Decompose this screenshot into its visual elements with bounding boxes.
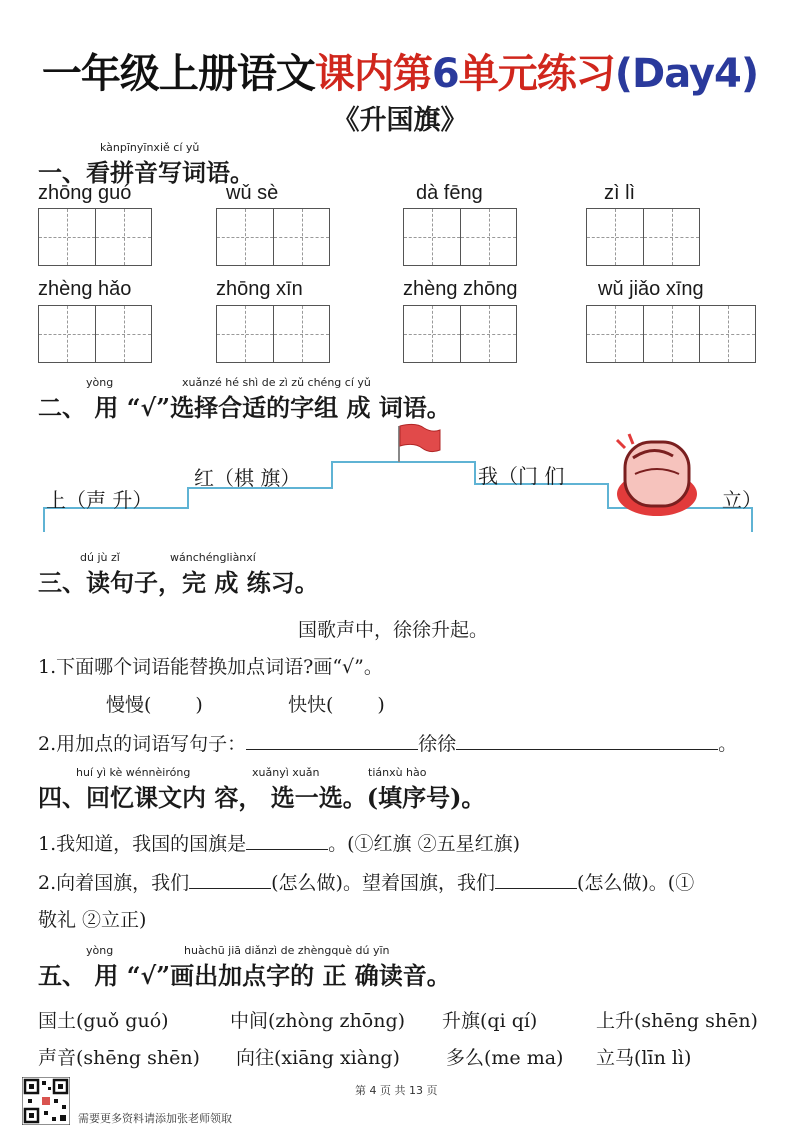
- question-3-1: 1.下面哪个词语能替换加点词语?画“√”。: [38, 656, 383, 678]
- clapping-hands-icon: [617, 434, 697, 516]
- title-part2: 课内第: [314, 51, 432, 97]
- section3-pinyin-a: dú jù zǐ: [80, 551, 120, 564]
- question-prefix: 2.用加点的词语写句子：: [38, 733, 247, 755]
- writing-grid[interactable]: [403, 305, 517, 363]
- pronunciation-item[interactable]: 向往(xiāng xiàng): [236, 1047, 400, 1069]
- section2-pinyin-b: xuǎnzé hé shì de zì zǔ chéng cí yǔ: [182, 376, 371, 389]
- word-pinyin: wǔ sè: [226, 182, 279, 204]
- pronunciation-item[interactable]: 国土(guǒ guó): [38, 1010, 169, 1032]
- pronunciation-item[interactable]: 升旗(qi qí): [442, 1010, 538, 1032]
- section1-heading: 一、看拼音写词语。: [38, 158, 254, 187]
- writing-grid[interactable]: [403, 208, 517, 266]
- section2-heading: [38, 388, 451, 423]
- title-part1: 一年级上册语文: [41, 51, 315, 97]
- option-manman[interactable]: [106, 690, 203, 717]
- section5-pinyin-a: yòng: [86, 944, 114, 957]
- question-prefix: 1.我知道，我国的国旗是: [38, 833, 247, 855]
- word-pinyin: zhōng guó: [38, 182, 132, 204]
- answer-blank[interactable]: [246, 731, 418, 750]
- section5-heading: [38, 956, 451, 991]
- word-pinyin: dà fēng: [416, 182, 483, 204]
- section4-pinyin-b: xuǎnyì xuǎn: [252, 766, 320, 779]
- section3-pinyin-b: wánchéngliànxí: [170, 551, 256, 564]
- question-4-2: [38, 868, 694, 895]
- pronunciation-item[interactable]: 中间(zhòng zhōng): [230, 1010, 406, 1032]
- staircase-diagram: [38, 420, 762, 540]
- word-pinyin: zhōng xīn: [216, 278, 303, 300]
- section2-pinyin-a: yòng: [86, 376, 114, 389]
- word-pinyin: zì lì: [604, 182, 636, 204]
- writing-grid[interactable]: [216, 305, 330, 363]
- section5-heading-b: “√”画出加点字的 正 确读音。: [126, 961, 451, 990]
- question-4-1: [38, 829, 520, 856]
- reading-sentence: 国歌声中，徐徐升起。: [298, 619, 489, 641]
- red-flag-icon: [399, 424, 440, 462]
- word-pinyin: zhèng hǎo: [38, 278, 132, 300]
- option-kuaikuai[interactable]: [288, 690, 385, 717]
- pronunciation-item[interactable]: 声音(shēng shēn): [38, 1047, 200, 1069]
- writing-grid[interactable]: [586, 305, 756, 363]
- stair-step2: 红（棋 旗）: [194, 466, 301, 490]
- section4-heading: 四、回忆课文内 容， 选一选。(填序号)。: [38, 783, 486, 812]
- section2-heading-b: “√”选择合适的字组 成 词语。: [126, 393, 451, 422]
- section4-pinyin-c: tiánxù hào: [368, 766, 427, 779]
- title-part4: (Day4): [614, 51, 759, 97]
- question-3-2: [38, 729, 737, 756]
- section3-heading: 三、读句子，完 成 练习。: [38, 568, 319, 597]
- option-close: ): [377, 694, 385, 716]
- answer-blank[interactable]: [246, 831, 328, 850]
- question-part: (怎么做)。望着国旗，我们: [271, 872, 495, 894]
- title-part3: 单元练习: [458, 51, 615, 97]
- question-part: 2.向着国旗，我们: [38, 872, 190, 894]
- stair-step3: 我（门 们: [478, 464, 565, 488]
- writing-grid[interactable]: [38, 305, 152, 363]
- section1-pinyin: kànpīnyīnxiě cí yǔ: [100, 141, 200, 154]
- option-close: ): [195, 694, 203, 716]
- question-keyword: 徐徐: [418, 733, 457, 755]
- lesson-title: 《升国旗》: [332, 105, 468, 136]
- pronunciation-item[interactable]: 多么(me ma): [446, 1047, 564, 1069]
- answer-blank[interactable]: [456, 731, 718, 750]
- section5-heading-a: 五、 用: [38, 961, 119, 990]
- answer-blank[interactable]: [495, 870, 577, 889]
- option-label: 慢慢(: [106, 694, 152, 716]
- stair-step1: 上（声 升）: [46, 488, 153, 512]
- question-part: (怎么做)。(①: [576, 872, 695, 894]
- question-end: 。: [718, 733, 738, 755]
- option-label: 快快(: [288, 694, 334, 716]
- qr-code-icon: [22, 1077, 70, 1125]
- stair-step4: 立）: [722, 488, 762, 512]
- footer-note: 需要更多资料请添加张老师领取: [78, 1112, 232, 1125]
- title-num: 6: [431, 51, 459, 97]
- answer-blank[interactable]: [189, 870, 271, 889]
- word-pinyin: zhèng zhōng: [403, 278, 518, 300]
- section4-pinyin-a: huí yì kè wénnèiróng: [76, 766, 191, 779]
- word-pinyin: wǔ jiǎo xīng: [598, 278, 704, 300]
- writing-grid[interactable]: [586, 208, 700, 266]
- page-title: [0, 42, 800, 99]
- section2-heading-a: 二、 用: [38, 393, 119, 422]
- pronunciation-item[interactable]: 上升(shēng shēn): [596, 1010, 758, 1032]
- question-4-2-options: 敬礼 ②立正): [38, 909, 147, 931]
- section5-pinyin-b: huàchū jiā diǎnzì de zhèngquè dú yīn: [184, 944, 390, 957]
- question-suffix: 。(①红旗 ②五星红旗): [328, 833, 521, 855]
- writing-grid[interactable]: [216, 208, 330, 266]
- writing-grid[interactable]: [38, 208, 152, 266]
- page-number: 第 4 页 共 13 页: [355, 1084, 438, 1097]
- pronunciation-item[interactable]: 立马(līn lì): [596, 1047, 692, 1069]
